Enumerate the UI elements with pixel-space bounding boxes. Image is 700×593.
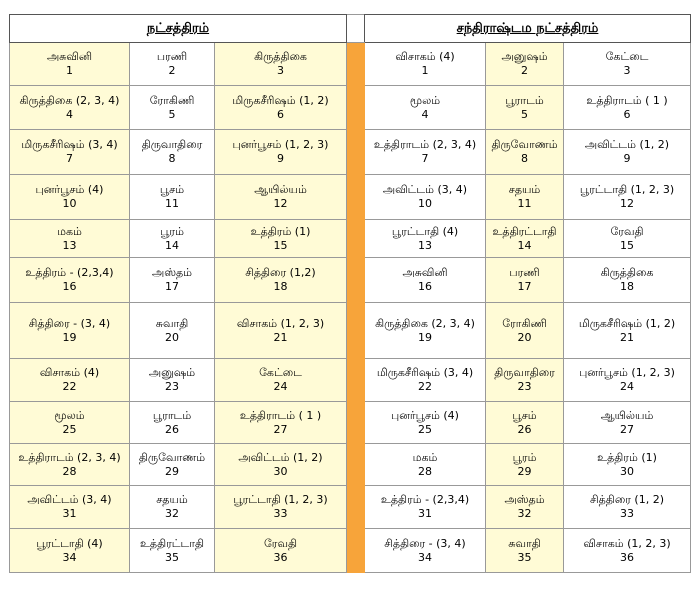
nakshatra-cell <box>130 359 215 402</box>
star-number: 15 <box>620 238 635 252</box>
star-name: உத்திரம் - (2,3,4) <box>380 493 470 506</box>
nakshatra-cell <box>215 43 347 86</box>
nakshatra-cell <box>215 359 347 402</box>
star-number: 33 <box>273 507 288 520</box>
star-name: மிருகசீரிஷம் (1, 2) <box>578 316 676 330</box>
star-name: அனுஷம் <box>148 366 196 379</box>
chandrashtama-cell <box>486 529 564 573</box>
nakshatra-cell <box>215 486 347 529</box>
chandrashtama-cell <box>564 175 691 220</box>
star-name: கேட்டை <box>605 50 649 63</box>
table-row <box>10 402 691 444</box>
nakshatra-cell <box>215 444 347 486</box>
star-number: 16 <box>62 280 77 293</box>
table-row <box>10 359 691 402</box>
star-number: 32 <box>165 507 179 520</box>
star-number: 20 <box>517 330 532 344</box>
column-separator <box>347 15 365 43</box>
star-number: 4 <box>421 107 429 121</box>
star-number: 12 <box>273 197 288 210</box>
column-separator <box>347 359 365 402</box>
chandrashtama-cell <box>486 402 564 444</box>
star-name: சித்திரை - (3, 4) <box>28 316 111 330</box>
column-separator <box>347 303 365 359</box>
nakshatra-cell <box>130 43 215 86</box>
star-name: உத்திராடம் (2, 3, 4) <box>373 138 477 151</box>
star-number: 28 <box>418 464 433 478</box>
nakshatra-cell <box>10 220 130 258</box>
table-row <box>10 130 691 175</box>
column-separator <box>347 220 365 258</box>
nakshatra-cell <box>130 444 215 486</box>
star-name: அவிட்டம் (1, 2) <box>238 450 323 464</box>
chandrashtama-header: சந்திராஷ்டம நட்சத்திரம் <box>365 15 691 43</box>
star-number: 29 <box>165 464 179 478</box>
star-name: உத்திரம் (1) <box>597 450 657 464</box>
chandrashtama-cell <box>564 402 691 444</box>
star-number: 26 <box>165 422 179 436</box>
star-number: 35 <box>517 550 532 564</box>
chandrashtama-cell <box>564 529 691 573</box>
star-name: அஸ்தம் <box>504 493 545 506</box>
star-number: 28 <box>62 464 77 478</box>
star-name: கிருத்திகை (2, 3, 4) <box>19 93 120 107</box>
star-name: பூராடம் <box>505 93 544 107</box>
chandrashtama-cell <box>564 444 691 486</box>
star-number: 36 <box>273 550 288 564</box>
star-number: 32 <box>517 507 532 520</box>
star-name: ரேவதி <box>263 536 298 550</box>
nakshatra-cell <box>130 130 215 175</box>
star-name: திருவோணம் <box>491 138 558 151</box>
star-name: மிருகசீரிஷம் (1, 2) <box>232 93 329 107</box>
nakshatra-cell <box>130 86 215 130</box>
nakshatra-cell <box>130 529 215 573</box>
star-number: 9 <box>277 152 284 165</box>
chandrashtama-cell <box>486 43 564 86</box>
chandrashtama-cell <box>365 402 486 444</box>
star-number: 34 <box>418 550 433 564</box>
column-separator <box>347 43 365 86</box>
star-name: சுவாதி <box>508 536 541 550</box>
star-name: அஸ்தம் <box>151 266 193 279</box>
star-number: 11 <box>165 197 179 210</box>
star-number: 22 <box>62 380 77 393</box>
nakshatra-cell <box>215 303 347 359</box>
star-number: 20 <box>165 330 179 344</box>
star-number: 2 <box>521 64 529 77</box>
nakshatra-cell <box>215 220 347 258</box>
star-number: 19 <box>418 330 433 344</box>
nakshatra-table <box>9 14 691 573</box>
star-name: சித்திரை (1, 2) <box>590 493 664 506</box>
chandrashtama-cell <box>486 175 564 220</box>
star-name: கிருத்திகை <box>600 266 654 279</box>
star-name: அசுவினி <box>46 50 93 63</box>
star-number: 18 <box>273 280 288 293</box>
star-number: 1 <box>66 64 73 77</box>
star-name: மூலம் <box>409 93 441 107</box>
star-number: 10 <box>62 197 77 210</box>
nakshatra-cell <box>215 258 347 303</box>
star-name: பூரம் <box>160 224 184 238</box>
chandrashtama-cell <box>365 486 486 529</box>
column-separator <box>347 175 365 220</box>
star-number: 21 <box>620 330 635 344</box>
chandrashtama-cell <box>365 43 486 86</box>
chandrashtama-cell <box>365 175 486 220</box>
table-row <box>10 86 691 130</box>
star-name: உத்திராடம் ( 1 ) <box>586 93 668 107</box>
star-number: 5 <box>168 107 176 121</box>
star-name: மூலம் <box>54 408 85 422</box>
star-number: 19 <box>62 330 77 344</box>
star-number: 25 <box>418 422 433 436</box>
star-number: 7 <box>421 152 429 165</box>
star-number: 6 <box>277 107 284 121</box>
column-separator <box>347 402 365 444</box>
star-name: ரோகிணி <box>502 316 547 330</box>
star-number: 6 <box>623 107 631 121</box>
chandrashtama-cell <box>564 486 691 529</box>
star-number: 30 <box>273 464 288 478</box>
star-name: பூசம் <box>512 408 537 422</box>
star-name: விசாகம் (1, 2, 3) <box>583 536 671 550</box>
star-number: 1 <box>421 64 429 77</box>
star-name: சதயம் <box>156 493 188 506</box>
star-number: 12 <box>620 197 635 210</box>
nakshatra-cell <box>10 86 130 130</box>
header-row <box>10 15 691 43</box>
nakshatra-cell <box>10 130 130 175</box>
chandrashtama-cell <box>486 220 564 258</box>
chandrashtama-cell <box>486 303 564 359</box>
table-row <box>10 258 691 303</box>
nakshatra-cell <box>10 529 130 573</box>
star-number: 23 <box>517 380 532 393</box>
star-name: உத்திரட்டாதி <box>492 224 557 238</box>
star-name: பரணி <box>156 50 188 63</box>
star-name: மகம் <box>412 450 438 464</box>
star-name: கேட்டை <box>259 366 302 379</box>
nakshatra-cell <box>10 359 130 402</box>
star-name: விசாகம் (4) <box>39 366 100 379</box>
star-number: 25 <box>62 422 77 436</box>
star-number: 31 <box>418 507 433 520</box>
star-number: 3 <box>623 64 631 77</box>
star-number: 8 <box>521 152 529 165</box>
table-row <box>10 175 691 220</box>
star-name: பூரட்டாதி (1, 2, 3) <box>233 493 328 506</box>
nakshatra-cell <box>10 303 130 359</box>
chandrashtama-cell <box>486 258 564 303</box>
star-name: அவிட்டம் (3, 4) <box>27 493 112 506</box>
star-name: விசாகம் (1, 2, 3) <box>236 316 325 330</box>
nakshatra-header: நட்சத்திரம் <box>10 15 347 43</box>
star-name: புனர்பூசம் (4) <box>391 408 459 422</box>
star-name: அசுவினி <box>402 266 448 279</box>
chandrashtama-cell <box>365 86 486 130</box>
star-number: 21 <box>273 330 288 344</box>
chandrashtama-cell <box>564 303 691 359</box>
star-number: 24 <box>620 380 635 393</box>
star-number: 14 <box>165 238 179 252</box>
star-name: ரோகிணி <box>149 93 195 107</box>
table-row <box>10 444 691 486</box>
star-name: அவிட்டம் (1, 2) <box>584 138 670 151</box>
column-separator <box>347 86 365 130</box>
star-number: 7 <box>66 152 73 165</box>
star-name: மிருகசீரிஷம் (3, 4) <box>376 366 474 379</box>
table-row <box>10 220 691 258</box>
star-name: விசாகம் (4) <box>395 50 455 63</box>
chandrashtama-cell <box>486 86 564 130</box>
column-separator <box>347 130 365 175</box>
chandrashtama-cell <box>486 444 564 486</box>
star-number: 13 <box>62 238 77 252</box>
chandrashtama-cell <box>365 359 486 402</box>
nakshatra-cell <box>10 43 130 86</box>
nakshatra-cell <box>130 220 215 258</box>
star-number: 16 <box>418 280 433 293</box>
chandrashtama-cell <box>365 529 486 573</box>
star-name: உத்திரட்டாதி <box>139 536 205 550</box>
star-name: பூராடம் <box>152 408 192 422</box>
nakshatra-cell <box>10 258 130 303</box>
star-number: 11 <box>517 197 532 210</box>
star-number: 27 <box>620 422 635 436</box>
star-name: திருவாதிரை <box>494 366 555 379</box>
star-name: பூரட்டாதி (4) <box>36 536 103 550</box>
star-name: ஆயில்யம் <box>254 183 307 196</box>
star-number: 29 <box>517 464 532 478</box>
star-number: 34 <box>62 550 77 564</box>
star-number: 27 <box>273 422 288 436</box>
star-number: 35 <box>165 550 179 564</box>
column-separator <box>347 444 365 486</box>
star-name: சித்திரை - (3, 4) <box>384 536 466 550</box>
nakshatra-cell <box>215 86 347 130</box>
star-number: 14 <box>517 238 532 252</box>
star-name: சித்திரை (1,2) <box>245 266 316 279</box>
star-number: 13 <box>418 238 433 252</box>
star-number: 17 <box>517 280 532 293</box>
star-number: 10 <box>418 197 433 210</box>
nakshatra-cell <box>130 486 215 529</box>
column-separator <box>347 486 365 529</box>
star-number: 9 <box>623 152 631 165</box>
chandrashtama-cell <box>486 359 564 402</box>
star-number: 5 <box>521 107 529 121</box>
nakshatra-cell <box>10 444 130 486</box>
star-name: புனர்பூசம் (1, 2, 3) <box>232 138 329 151</box>
star-number: 4 <box>66 107 73 121</box>
star-number: 36 <box>620 550 635 564</box>
chandrashtama-cell <box>564 86 691 130</box>
nakshatra-cell <box>10 175 130 220</box>
nakshatra-cell <box>130 402 215 444</box>
star-name: சுவாதி <box>155 316 189 330</box>
chandrashtama-cell <box>365 220 486 258</box>
star-name: உத்திரம் - (2,3,4) <box>25 266 114 279</box>
chandrashtama-cell <box>486 130 564 175</box>
star-number: 23 <box>165 380 179 393</box>
star-name: பரணி <box>509 266 540 279</box>
star-number: 18 <box>620 280 635 293</box>
star-number: 3 <box>277 64 284 77</box>
star-name: பூரட்டாதி (1, 2, 3) <box>579 183 675 196</box>
star-name: அனுஷம் <box>501 50 548 63</box>
nakshatra-cell <box>130 175 215 220</box>
star-number: 22 <box>418 380 433 393</box>
table-row <box>10 303 691 359</box>
star-number: 30 <box>620 464 635 478</box>
star-name: கிருத்திகை (2, 3, 4) <box>375 316 475 330</box>
star-number: 8 <box>168 152 176 165</box>
nakshatra-cell <box>130 303 215 359</box>
star-name: உத்திராடம் ( 1 ) <box>239 408 322 422</box>
chandrashtama-cell <box>486 486 564 529</box>
star-name: பூசம் <box>159 183 185 196</box>
star-number: 33 <box>620 507 635 520</box>
star-name: ரேவதி <box>610 224 644 238</box>
chandrashtama-cell <box>564 220 691 258</box>
table-row <box>10 486 691 529</box>
star-name: புனர்பூசம் (4) <box>35 183 104 196</box>
chandrashtama-cell <box>564 359 691 402</box>
star-name: சதயம் <box>508 183 541 196</box>
nakshatra-cell <box>215 130 347 175</box>
star-name: பூரட்டாதி (4) <box>391 224 459 238</box>
nakshatra-cell <box>215 402 347 444</box>
chandrashtama-cell <box>365 444 486 486</box>
chandrashtama-cell <box>365 130 486 175</box>
nakshatra-cell <box>10 402 130 444</box>
column-separator <box>347 529 365 573</box>
star-number: 26 <box>517 422 532 436</box>
chandrashtama-cell <box>365 258 486 303</box>
chandrashtama-cell <box>564 43 691 86</box>
chandrashtama-cell <box>564 258 691 303</box>
star-number: 24 <box>273 380 288 393</box>
star-name: மகம் <box>57 224 82 238</box>
chandrashtama-cell <box>365 303 486 359</box>
star-number: 17 <box>165 280 179 293</box>
nakshatra-cell <box>130 258 215 303</box>
chandrashtama-cell <box>564 130 691 175</box>
star-number: 2 <box>168 64 176 77</box>
table-row <box>10 529 691 573</box>
star-name: மிருகசீரிஷம் (3, 4) <box>21 138 118 151</box>
star-name: பூரம் <box>512 450 537 464</box>
star-name: திருவாதிரை <box>141 138 203 151</box>
star-name: அவிட்டம் (3, 4) <box>382 183 468 196</box>
nakshatra-cell <box>215 529 347 573</box>
star-name: கிருத்திகை <box>254 50 307 63</box>
nakshatra-cell <box>10 486 130 529</box>
nakshatra-cell <box>215 175 347 220</box>
star-name: ஆயில்யம் <box>600 408 654 422</box>
star-number: 31 <box>62 507 77 520</box>
star-name: உத்திராடம் (2, 3, 4) <box>18 450 121 464</box>
column-separator <box>347 258 365 303</box>
star-name: உத்திரம் (1) <box>250 224 311 238</box>
star-number: 15 <box>273 238 288 252</box>
star-name: புனர்பூசம் (1, 2, 3) <box>579 366 675 379</box>
star-name: திருவோணம் <box>138 450 206 464</box>
table-row <box>10 43 691 86</box>
